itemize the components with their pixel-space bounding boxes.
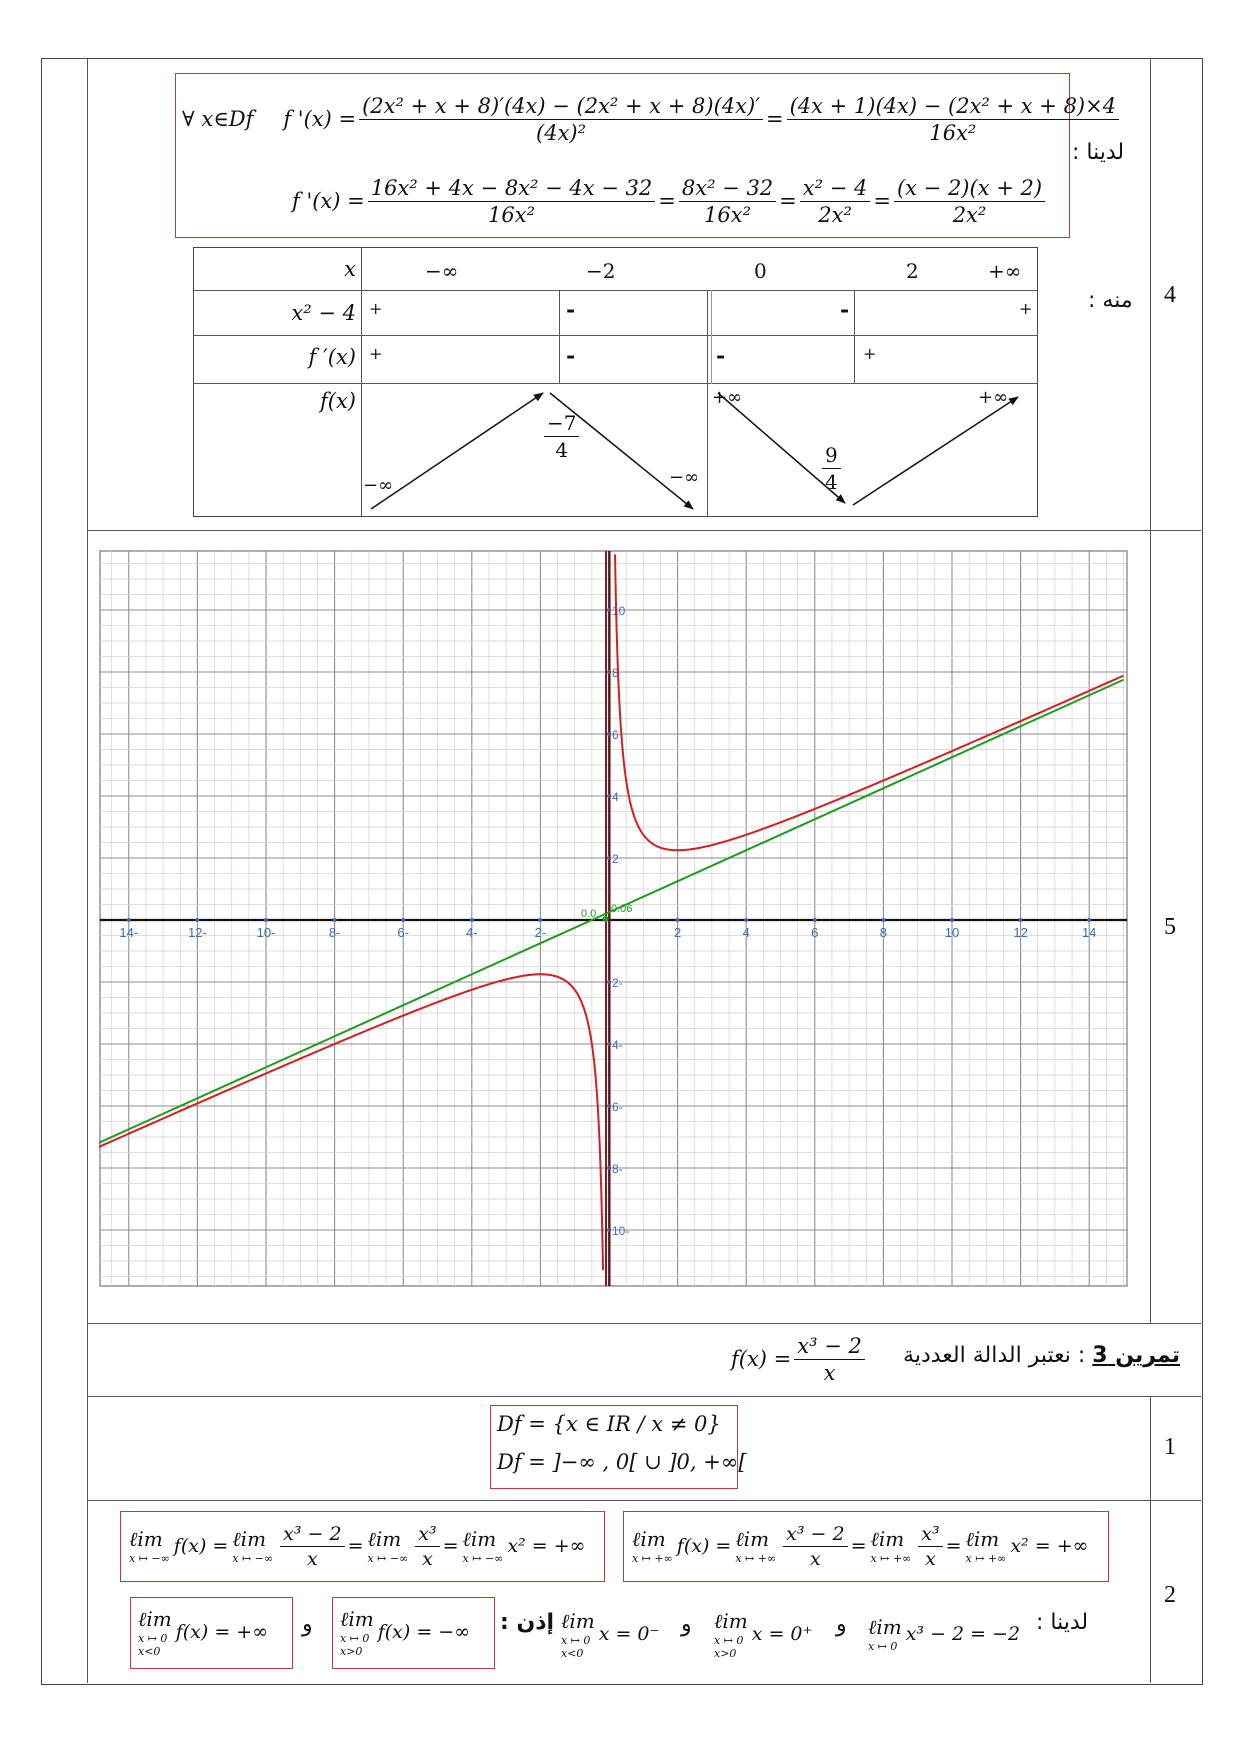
limit-x-left-0: ℓim x ↦ 0 x<0 x = 0⁻: [561, 1608, 660, 1660]
fraction-quotient-rule: [359, 94, 763, 145]
numerator: (2x² + x + 8)′(4x) − (2x² + x + 8)(4x)′: [359, 94, 763, 120]
max-numerator: −7: [544, 411, 579, 437]
origin-label: 0.06: [611, 903, 633, 915]
x-tick-label: 10-: [256, 925, 276, 940]
denominator: 16x²: [929, 120, 977, 145]
sign-cell: +: [369, 344, 383, 363]
row-separator-ex3-1: [87, 1396, 1201, 1397]
x-tick-label: 10: [944, 925, 960, 940]
function-graph: [99, 550, 1128, 1287]
right-column-divider-top: [1150, 58, 1151, 1323]
x-tick-mark: [333, 918, 337, 922]
x-tick-mark: [264, 918, 268, 922]
left-column-divider: [87, 58, 88, 1683]
x-tick-mark: [538, 918, 542, 922]
exercise3-title: تمرين 3: [1092, 1343, 1180, 1368]
numerator: (4x + 1)(4x) − (2x² + x + 8)×4: [787, 94, 1120, 120]
row-separator-1-2: [87, 1500, 1201, 1501]
function-lhs: f(x) =: [731, 1347, 792, 1371]
x-tick-mark: [1019, 918, 1023, 922]
f-left-end: −∞: [669, 467, 700, 488]
x-tick-mark: [813, 918, 817, 922]
derivative-line-2: [292, 168, 1048, 234]
equals-sign: =: [779, 189, 797, 213]
limit-f-right-0: ℓim x ↦ 0 x>0 f(x) = −∞: [340, 1606, 471, 1658]
conj-wa: و: [836, 1612, 847, 1637]
x-tick-mark: [401, 918, 405, 922]
x-tick-label: 14: [1081, 925, 1097, 940]
x-tick-mark: [881, 918, 885, 922]
origin-label: 0.0: [581, 908, 597, 920]
label-idhan: إذن :: [500, 1610, 555, 1635]
conj-wa: و: [681, 1612, 692, 1637]
x-tick-mark: [127, 918, 131, 922]
x-tick-label: 6-: [397, 925, 409, 940]
variation-arrows: [193, 247, 1038, 517]
sign-cell: +: [863, 344, 877, 363]
x-value-2: 2: [906, 259, 919, 283]
sign-cell: -: [566, 297, 576, 323]
numerator: (x − 2)(x + 2): [894, 176, 1045, 202]
table-label-x2m4: x² − 4: [291, 301, 356, 325]
fraction-expanded: [787, 94, 1120, 145]
numerator: x² − 4: [800, 176, 871, 202]
x-tick-mark: [950, 918, 954, 922]
f-right-end: +∞: [978, 387, 1009, 408]
f-local-min: [819, 443, 844, 494]
function-denominator: x: [823, 1360, 836, 1385]
y-tick-label: 8-: [612, 1162, 623, 1176]
limit-x-right-0: ℓim x ↦ 0 x>0 x = 0⁺: [714, 1608, 813, 1660]
x-tick-label: 14-: [119, 925, 139, 940]
y-tick-label: 6-: [612, 1100, 623, 1114]
exercise3-header: [903, 1343, 1180, 1368]
row-number-5: 5: [1164, 914, 1176, 940]
sign-cell: -: [716, 343, 726, 369]
x-tick-mark: [195, 918, 199, 922]
x-tick-label: 2: [673, 925, 682, 940]
sign-cell: -: [840, 297, 850, 323]
f-right-start: +∞: [712, 387, 743, 408]
y-tick-label: 4: [612, 790, 619, 804]
min-denominator: 4: [825, 470, 838, 494]
derivative-line-1: [182, 86, 1122, 152]
domain-line-1: Df = {x ∈ IR / x ≠ 0}: [497, 1412, 721, 1436]
y-tick-label: 2-: [612, 976, 623, 990]
function-numerator: x³ − 2: [794, 1334, 865, 1360]
arrow-up-left: [371, 393, 543, 509]
variation-table: [193, 247, 1038, 517]
f-left-start: −∞: [363, 475, 394, 496]
equals-sign: =: [658, 189, 676, 213]
equals-sign: =: [873, 189, 891, 213]
fprime-lhs: f '(x) =: [283, 107, 357, 131]
domain-line-2: Df = ]−∞ , 0[ ∪ ]0, +∞[: [497, 1450, 747, 1474]
limit-plus-inf: ℓim x ↦ +∞ f(x) = ℓim x ↦ +∞ $\frac{\text{x³ − 2}}{x}$ = ℓim x ↦ +∞ $\frac{\text{x³}}{x}$ = ℓim x ↦ +∞ x² = +∞: [632, 1522, 1089, 1570]
denominator: 16x²: [704, 202, 752, 227]
x-tick-mark: [676, 918, 680, 922]
y-tick-label: 4-: [612, 1038, 623, 1052]
fprime-lhs: f '(x) =: [292, 189, 365, 213]
limit-minus-inf: ℓim x ↦ −∞ f(x) = ℓim x ↦ −∞ $\frac{\text{x³ − 2}}{x}$ = ℓim x ↦ −∞ $\frac{\text{x³}}{x}$ = ℓim x ↦ −∞ x² = +∞: [129, 1522, 586, 1570]
y-tick-label: 8: [612, 666, 619, 680]
x-value-minus-inf: −∞: [425, 259, 459, 283]
fraction-step3: [800, 176, 871, 227]
x-tick-label: 4: [742, 925, 750, 940]
denominator: 16x²: [488, 202, 535, 227]
row-separator-5-ex3: [87, 1323, 1201, 1324]
max-denominator: 4: [555, 438, 569, 462]
numerator: 8x² − 32: [679, 176, 776, 202]
y-tick-label: 2: [612, 852, 619, 866]
denominator: (4x)²: [536, 120, 587, 145]
fraction-step1: [368, 176, 656, 227]
arrow-up-right: [853, 397, 1018, 505]
x-tick-label: 2-: [534, 925, 547, 940]
fraction-step4: [894, 176, 1045, 227]
x-tick-label: 12-: [188, 925, 207, 940]
conj-wa: و: [302, 1612, 313, 1637]
x-value-plus-inf: +∞: [988, 259, 1022, 283]
exercise3-function: [731, 1328, 868, 1390]
x-tick-mark: [744, 918, 748, 922]
limit-numerator-at-0: ℓim x ↦ 0 x³ − 2 = −2: [868, 1615, 1021, 1653]
sign-cell: -: [566, 343, 576, 369]
equals-sign: =: [765, 107, 784, 131]
min-numerator: 9: [822, 443, 841, 469]
x-tick-mark: [1087, 918, 1091, 922]
x-tick-label: 12: [1013, 925, 1028, 940]
x-tick-label: 4-: [466, 925, 478, 940]
label-minhu: منه :: [1088, 288, 1133, 313]
table-label-f: f(x): [319, 389, 356, 413]
denominator: 2x²: [818, 202, 852, 227]
x-tick-label: 8-: [328, 925, 341, 940]
label-ladina-row2: لدينا :: [1036, 1610, 1089, 1635]
right-column-divider-bottom: [1150, 1396, 1151, 1683]
f-local-max: [541, 411, 582, 462]
table-label-fprime: f ′(x): [308, 345, 356, 369]
fraction-step2: [679, 176, 776, 227]
sign-cell: +: [369, 299, 383, 318]
x-tick-mark: [470, 918, 474, 922]
sign-cell: +: [1019, 299, 1033, 318]
row-separator-4-5: [87, 530, 1201, 531]
y-tick-label: 10-: [612, 1224, 630, 1238]
origin-point: [603, 916, 609, 922]
x-tick-label: 6: [811, 925, 819, 940]
exercise3-intro: : نعتبر الدالة العددية: [903, 1343, 1086, 1368]
row-number-4: 4: [1164, 282, 1176, 308]
numerator: 16x² + 4x − 8x² − 4x − 32: [368, 176, 656, 202]
y-tick-label: 10: [612, 604, 626, 618]
quantifier: ∀ x∈Df: [182, 107, 254, 131]
table-label-x: x: [344, 257, 356, 281]
x-value-minus-2: −2: [586, 259, 616, 283]
row-number-2: 2: [1164, 1582, 1176, 1608]
x-tick-label: 8: [879, 925, 888, 940]
row-number-1: 1: [1164, 1434, 1176, 1460]
y-tick-label: 6: [612, 728, 619, 742]
label-ladina-row4: لدينا :: [1072, 140, 1125, 165]
x-value-0: 0: [754, 259, 767, 283]
denominator: 2x²: [952, 202, 987, 227]
limit-f-left-0: ℓim x ↦ 0 x<0 f(x) = +∞: [138, 1606, 269, 1658]
